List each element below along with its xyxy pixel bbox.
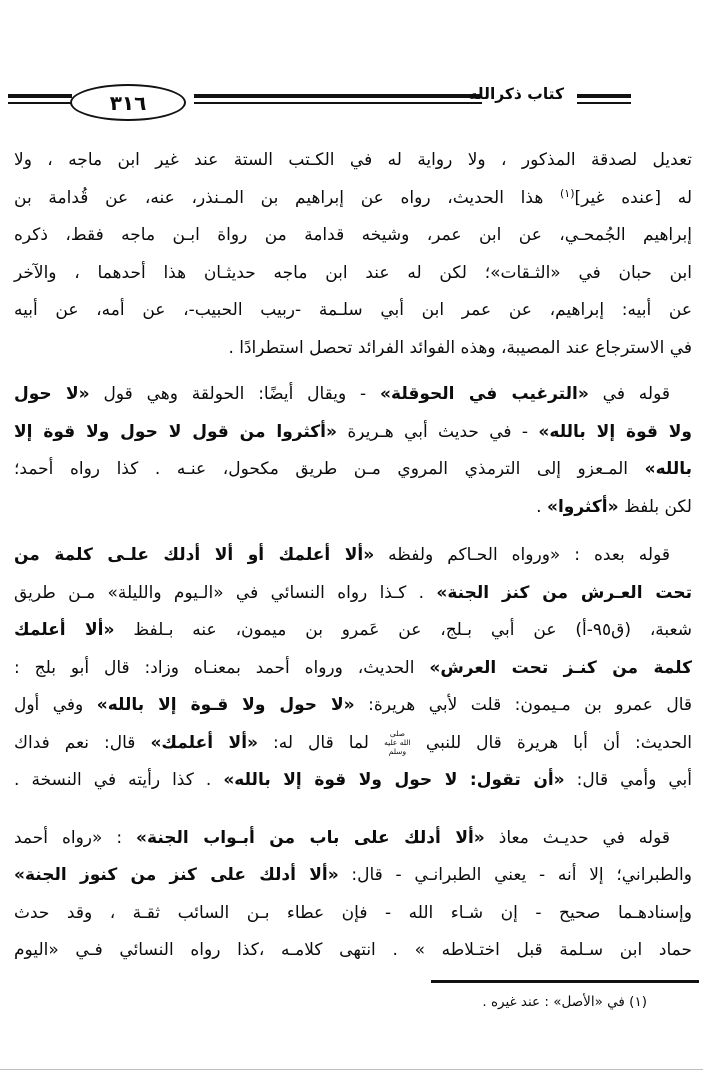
text-segment: تحت العـرش من كنز الجنة»	[436, 582, 693, 603]
header-rule-main	[194, 94, 482, 104]
text-line	[14, 376, 692, 414]
paragraph	[14, 376, 692, 526]
text-line	[14, 414, 692, 452]
text-line	[14, 895, 692, 933]
text-line	[14, 255, 692, 293]
text-segment: قوله في	[588, 384, 670, 404]
scan-edge-line	[0, 1069, 703, 1070]
text-segment: لكن بلفظ	[618, 496, 692, 517]
text-line	[14, 762, 692, 800]
text-segment: بالله»	[644, 459, 692, 479]
body-text	[14, 142, 692, 970]
text-line	[14, 932, 692, 970]
text-line	[14, 725, 692, 763]
text-segment: «أكثروا»	[546, 496, 619, 517]
text-segment: له [عنده غير]	[574, 187, 692, 208]
text-segment: الحديث، ورواه أحمد بمعنـاه وزاد: قال أبو بلج :	[14, 657, 430, 678]
text-segment: «ألا أعلمك	[14, 620, 115, 640]
text-segment: «أكثروا من قول لا حول ولا قوة إلا	[14, 421, 337, 442]
text-segment: في الاسترجاع عند المصيبة، وهذه الفوائد الفرائد تحصل استطرادًا .	[228, 337, 692, 358]
text-segment: الحديث: أن أبا هريرة قال للنبي	[410, 732, 692, 753]
text-segment: لما قال له:	[258, 732, 384, 753]
text-segment: تعديل لصدقة المذكور ، ولا رواية له في الكـتب الستة عند غير ابن ماجه ، ولا	[14, 150, 692, 170]
page-number: ٣١٦	[109, 90, 147, 115]
text-line	[14, 687, 692, 725]
text-line	[14, 489, 692, 527]
text-segment: «ألا أدلك على كنز من كنوز الجنة»	[14, 865, 339, 885]
text-line	[14, 857, 692, 895]
text-segment: عن أبيه: إبراهيم، عن عمر ابن أبي سلـمة -ربيب الحبيب-، عن أمه، عن أبيه	[14, 300, 692, 320]
salawat-symbol: صلى الله عليه وسلم	[384, 729, 411, 756]
text-segment: «الترغيب في الحوقلة»	[380, 384, 589, 404]
text-segment: كلمة من كنـز تحت العرش»	[429, 657, 692, 678]
text-segment: وإسنادهـما صحيح - إن شـاء الله - فإن عطاء بـن السائب ثقـة ، وقد حدث	[14, 902, 692, 923]
text-line	[14, 650, 692, 688]
text-line	[14, 217, 692, 255]
text-segment: وفي أول	[14, 695, 97, 715]
text-segment: «أن تقول: لا حول ولا قوة إلا بالله»	[223, 770, 565, 790]
footnote-marker: (١)	[560, 186, 575, 200]
text-segment: «لا حول ولا قـوة إلا بالله»	[96, 695, 355, 715]
text-segment: «ألا أدلك على باب من أبـواب الجنة»	[136, 827, 485, 848]
text-segment: ولا قوة إلا بالله»	[538, 421, 692, 442]
text-segment: المـعزو إلى الترمذي المروي مـن طريق مكحول، عنـه . كذا رواه أحمد؛	[14, 459, 645, 479]
text-segment: . كذا رأيته في النسخة .	[14, 770, 224, 790]
text-segment: قوله في حديـث معاذ	[484, 827, 671, 848]
text-line	[14, 537, 692, 575]
text-line	[14, 820, 692, 858]
text-segment: - في حديث أبي هـريرة	[336, 421, 539, 442]
text-line	[14, 142, 692, 180]
text-segment: أبي وأمي قال:	[564, 770, 692, 790]
text-segment: حماد ابن سـلمة قبل اختـلاطه » . انتهى كلامـه ،كذا رواه النسائي فـي «اليوم	[14, 940, 692, 960]
footnote-text: (١) في «الأصل» : عند غيره .	[482, 994, 647, 1010]
text-segment: «ألا أعلمك»	[150, 732, 259, 753]
paragraph	[14, 537, 692, 800]
text-line	[14, 180, 692, 218]
header-rule-left-stub	[8, 94, 72, 104]
text-segment: قال عمرو بن مـيمون: قلت لأبي هريرة:	[354, 695, 692, 715]
text-line	[14, 330, 692, 368]
paragraph	[14, 142, 692, 367]
text-segment: قوله بعده : «ورواه الحـاكم ولفظه	[374, 545, 670, 565]
text-segment: هذا الحديث، رواه عن إبراهيم بن المـنذر، عنه، عن قُدامة بن	[14, 187, 560, 208]
text-segment: ابن حبان في «الثـقات»؛ لكن له عند ابن ماجه حديثـان هذا أحدهما ، والآخر	[14, 262, 692, 283]
text-segment: والطبراني؛ إلا أنه - يعني الطبرانـي - قال:	[338, 865, 692, 885]
header-rule-right	[577, 94, 631, 104]
text-segment: - ويقال أيضًا: الحولقة وهي قول	[89, 384, 381, 404]
text-line	[14, 292, 692, 330]
text-segment: «ألا أعلمك أو ألا أدلك علـى كلمة من	[14, 545, 375, 565]
footnote	[20, 989, 647, 1015]
footnote-separator	[431, 980, 699, 983]
text-segment: شعبة، (ق٩٥-أ) عن أبي بـلج، عن عَمرو بن ميمون، عنه بـلفظ	[114, 620, 693, 640]
text-segment: «لا حول	[14, 384, 90, 404]
text-segment: قال: نعم فداك	[14, 732, 151, 753]
text-segment: .	[536, 496, 547, 517]
paragraph	[14, 820, 692, 970]
text-line	[14, 612, 692, 650]
page-number-badge	[70, 84, 186, 121]
text-segment: . كـذا رواه النسائي في «الـيوم والليلة» مـن طريق	[14, 582, 437, 603]
text-segment: إبراهيم الجُمحـي، عن ابن عمر، وشيخه قدامة من رواة ابـن ماجه فقط، ذكره	[14, 225, 692, 245]
text-segment: : «رواه أحمد	[14, 827, 137, 848]
text-line	[14, 451, 692, 489]
text-line	[14, 575, 692, 613]
book-title: كتاب ذكرالله	[468, 85, 564, 103]
